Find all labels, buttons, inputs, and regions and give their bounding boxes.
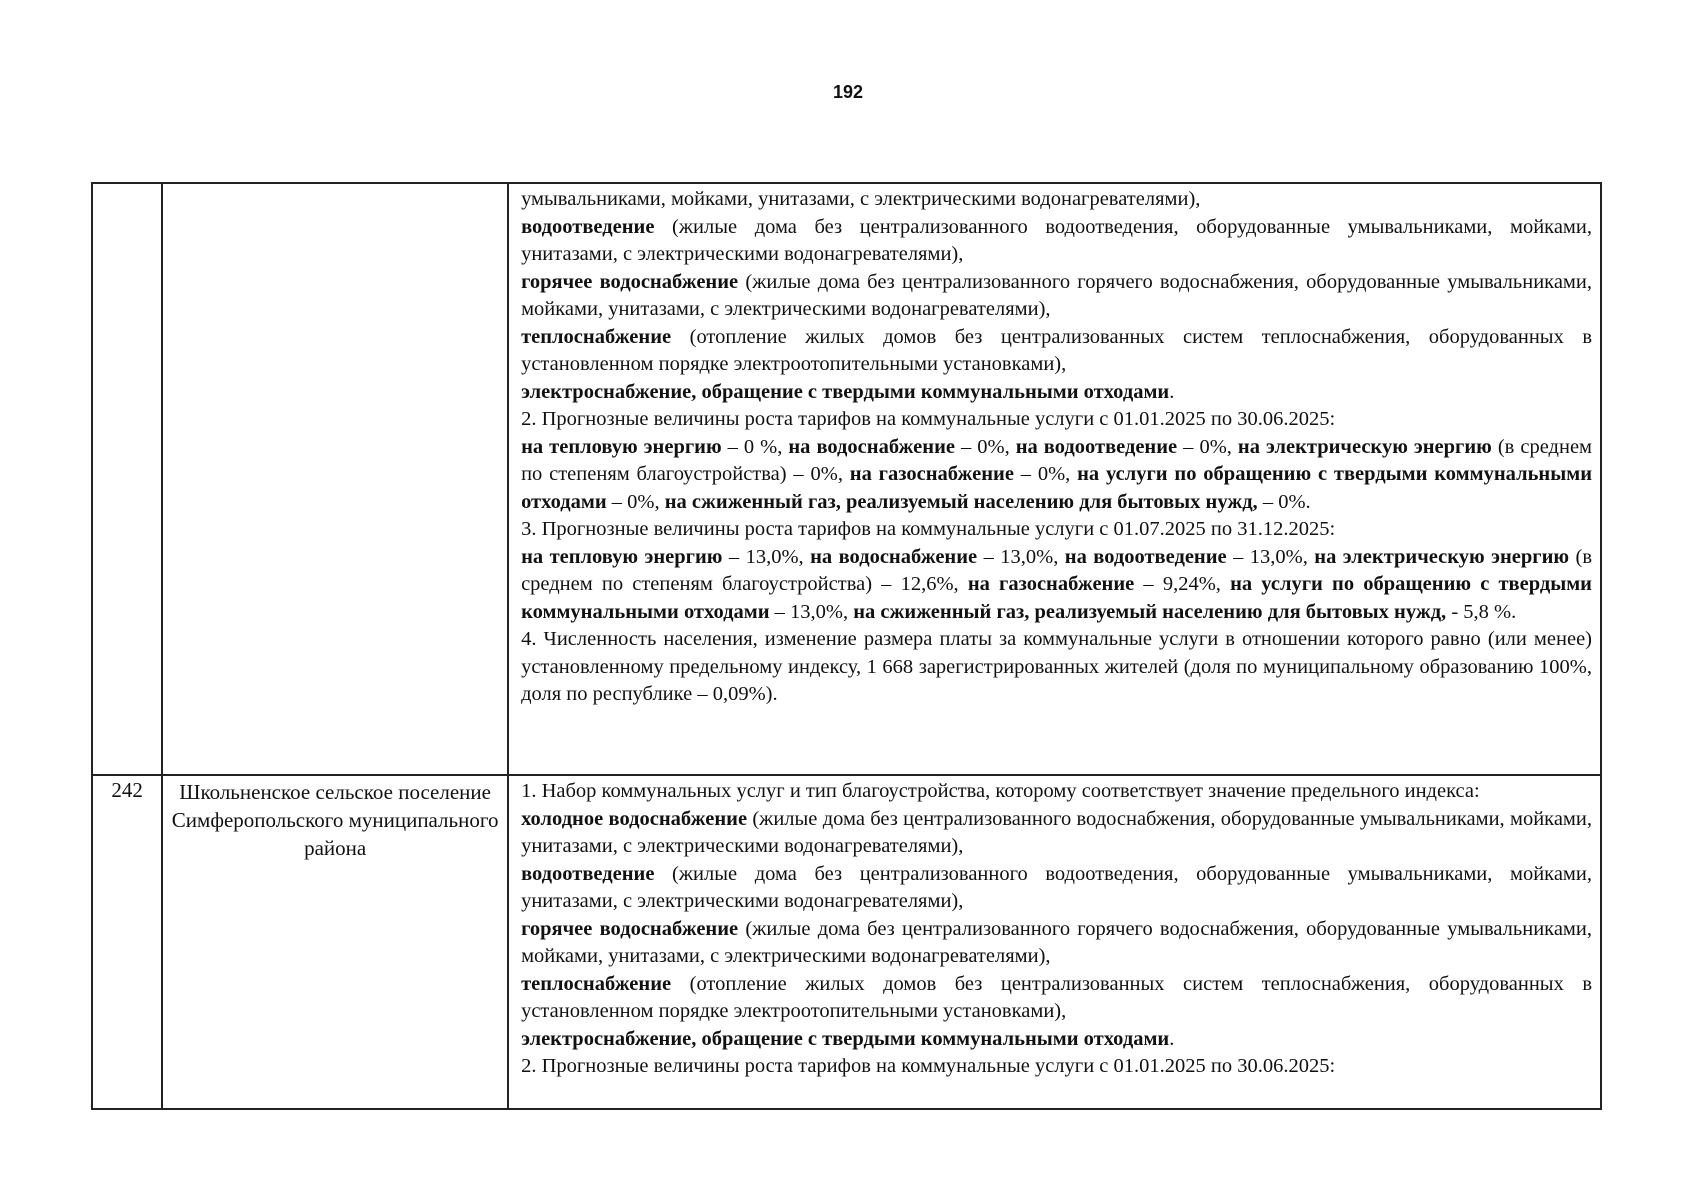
- paragraph: [521, 379, 1592, 407]
- bold-text: на водоотведение: [1015, 435, 1178, 458]
- paragraph: [521, 434, 1592, 517]
- bold-text: на электрическую энергию: [1314, 545, 1570, 568]
- municipality-name: [162, 183, 508, 775]
- paragraph: [521, 971, 1592, 1026]
- text-run: (жилые дома без централизованного горячего водоснабжения, оборудованные умывальниками, мойками, унитазами, с электрическими водонагревателями),: [521, 270, 1593, 320]
- text-run: – 13,0%,: [1226, 545, 1315, 568]
- bold-text: теплоснабжение: [521, 972, 672, 995]
- text-run: – 0 %,: [721, 435, 789, 458]
- tariff-description: [508, 775, 1601, 1109]
- paragraph: [521, 324, 1592, 379]
- tariff-description: [508, 183, 1601, 775]
- text-run: - 5,8 %.: [1446, 600, 1517, 623]
- bold-text: горячее водоснабжение: [521, 917, 739, 940]
- text-run: (в среднем по степеням благоустройства) – 12,6%,: [521, 545, 1593, 595]
- text-run: (жилые дома без централизованного водоотведения, оборудованные умывальниками, мойками, унитазами, с электрическими водонагревателями),: [521, 215, 1592, 265]
- bold-text: холодное водоснабжение: [521, 807, 748, 830]
- bold-text: на услуги по обращению с твердыми коммунальными отходами: [521, 463, 1593, 513]
- bold-text: на сжиженный газ, реализуемый населению для бытовых нужд,: [853, 600, 1447, 623]
- municipality-name: Школьненское сельское поселение Симферопольского муниципального района: [162, 775, 508, 1109]
- row-number: 242: [92, 775, 162, 1109]
- text-run: – 13,0%,: [769, 600, 854, 623]
- text-run: – 0%.: [1257, 490, 1311, 513]
- paragraph: [521, 186, 1592, 214]
- bold-text: на водоснабжение: [788, 435, 955, 458]
- text-run: (отопление жилых домов без централизованных систем теплоснабжения, оборудованных в установленном порядке электроотопительными установками),: [521, 972, 1592, 1022]
- text-run: – 9,24%,: [1134, 573, 1231, 595]
- bold-text: на сжиженный газ, реализуемый населению для бытовых нужд,: [664, 490, 1258, 513]
- bold-text: водоотведение: [521, 215, 655, 238]
- paragraph: [521, 778, 1592, 806]
- text-run: – 0%,: [1013, 463, 1078, 485]
- text-run: (в среднем по степеням благоустройства) – 0%,: [521, 435, 1593, 485]
- bold-text: на газоснабжение: [967, 573, 1135, 595]
- text-run: 2. Прогнозные величины роста тарифов на коммунальные услуги с 01.01.2025 по 30.06.2025:: [521, 1055, 1336, 1077]
- text-run: .: [1169, 380, 1175, 403]
- paragraph: [521, 806, 1592, 861]
- text-run: – 13,0%,: [722, 545, 811, 568]
- text-run: (жилые дома без централизованного горячего водоснабжения, оборудованные умывальниками, мойками, унитазами, с электрическими водонагревателями),: [521, 917, 1593, 967]
- bold-text: на водоснабжение: [810, 545, 978, 568]
- text-run: умывальниками, мойками, унитазами, с электрическими водонагревателями),: [521, 188, 1201, 210]
- paragraph: [521, 516, 1592, 544]
- paragraph: [521, 1053, 1592, 1081]
- text-run: – 0%,: [954, 435, 1016, 458]
- table-row: [92, 775, 1601, 1109]
- text-run: (отопление жилых домов без централизованных систем теплоснабжения, оборудованных в установленном порядке электроотопительными установками),: [521, 325, 1592, 375]
- bold-text: на услуги по обращению с твердыми коммунальными отходами: [521, 573, 1592, 623]
- bold-text: горячее водоснабжение: [521, 270, 739, 293]
- bold-text: на тепловую энергию: [521, 435, 722, 458]
- tariff-table: [91, 182, 1602, 1110]
- bold-text: на водоотведение: [1064, 545, 1227, 568]
- paragraph: [521, 861, 1592, 916]
- bold-text: водоотведение: [521, 862, 655, 885]
- bold-text: на газоснабжение: [849, 463, 1014, 485]
- paragraph: [521, 269, 1592, 324]
- paragraph: [521, 1026, 1592, 1054]
- text-run: (жилые дома без централизованного водоснабжения, оборудованные умывальниками, мойками, унитазами, с электрическими водонагревателями),: [521, 807, 1592, 857]
- paragraph: [521, 214, 1592, 269]
- table-row: [92, 183, 1601, 775]
- bold-text: на электрическую энергию: [1237, 435, 1492, 458]
- text-run: 2. Прогнозные величины роста тарифов на коммунальные услуги с 01.01.2025 по 30.06.2025:: [521, 408, 1336, 430]
- bold-text: теплоснабжение: [521, 325, 672, 348]
- text-run: 4. Численность населения, изменение размера платы за коммунальные услуги в отношении которого равно (или менее) установленному предельному индексу, 1 668 зарегистрированных жителей (доля по муниципальному образованию 100%, доля по республике – 0,09%).: [521, 628, 1592, 705]
- paragraph: [521, 406, 1592, 434]
- text-run: 3. Прогнозные величины роста тарифов на коммунальные услуги с 01.07.2025 по 31.12.2025:: [521, 518, 1336, 540]
- page-number: 192: [832, 82, 864, 102]
- text-run: 1. Набор коммунальных услуг и тип благоустройства, которому соответствует значение предельного индекса:: [521, 780, 1480, 802]
- paragraph: [521, 544, 1592, 627]
- text-run: – 0%,: [1177, 435, 1238, 458]
- bold-text: на тепловую энергию: [521, 545, 723, 568]
- bold-text: электроснабжение, обращение с твердыми коммунальными отходами: [521, 1027, 1170, 1050]
- paragraph: [521, 626, 1592, 709]
- text-run: – 0%,: [606, 490, 665, 513]
- text-run: .: [1169, 1027, 1175, 1050]
- text-run: (жилые дома без централизованного водоотведения, оборудованные умывальниками, мойками, унитазами, с электрическими водонагревателями),: [521, 862, 1592, 912]
- text-run: – 13,0%,: [977, 545, 1065, 568]
- paragraph: [521, 916, 1592, 971]
- bold-text: электроснабжение, обращение с твердыми коммунальными отходами: [521, 380, 1170, 403]
- row-number: [92, 183, 162, 775]
